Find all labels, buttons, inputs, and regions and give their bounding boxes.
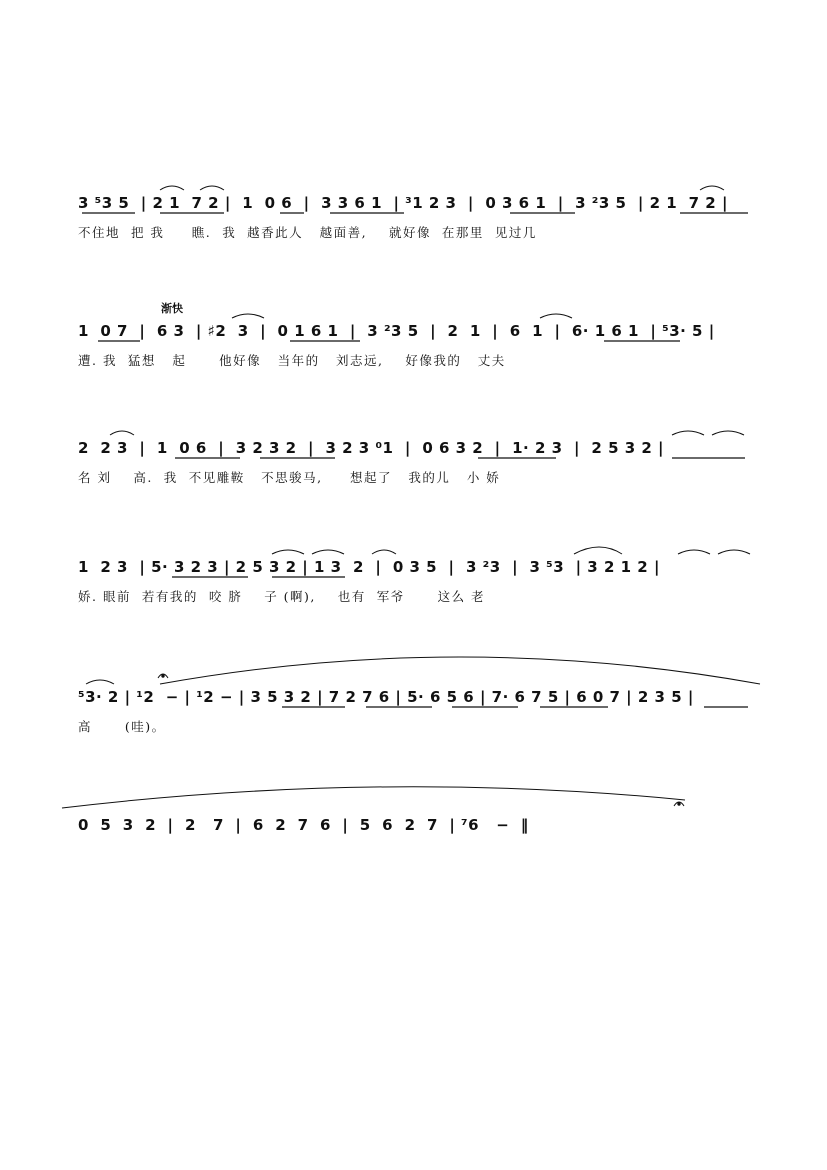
lyric-line: 名 刘 高. 我 不见雕鞍 不思骏马, 想起了 我的儿 小 娇 [78,470,501,485]
slur-marks [62,186,760,808]
tempo-marking: 渐快 [161,302,183,315]
lyric-line: 不住地 把 我 瞧. 我 越香此人 越面善, 就好像 在那里 见过几 [78,225,537,240]
notation-line: 1 2 3 | 5· 3 2 3 | 2 5 3 2 | 1 3 2 | 0 3 5 | 3 ²3 | 3 ⁵3 | 3 2 1 2 | [78,558,660,576]
lyric-line: 高 (哇)。 [78,719,166,734]
fermata-icon [158,674,684,806]
notation-line: 0 5 3 2 | 2 7 | 6 2 7 6 | 5 6 2 7 | ⁷6 − ‖ [78,816,529,834]
lyric-line: 娇. 眼前 若有我的 咬 脐 子 (啊), 也有 军爷 这么 老 [78,589,486,604]
notation-line: 2 2 3 | 1 0 6 | 3 2 3 2 | 3 2 3 ⁰1 | 0 6 3 2 | 1· 2 3 | 2 5 3 2 | [78,439,665,457]
notation-line: ⁵3· 2 | ¹2 − | ¹2 − | 3 5 3 2 | 7 2 7 6 | 5· 6 5 6 | 7· 6 7 5 | 6 0 7 | 2 3 5 | [78,688,694,706]
lyric-line: 遭. 我 猛想 起 他好像 当年的 刘志远, 好像我的 丈夫 [78,353,506,368]
notation-line: 3 ⁵3 5 | 2 1 7 2 | 1 0 6 | 3 3 6 1 | ³1 2 3 | 0 3 6 1 | 3 ²3 5 | 2 1 7 2 | [78,194,728,212]
underline-marks [82,213,748,707]
notation-line: 1 0 7 | 6 3 | ♯2 3 | 0 1 6 1 | 3 ²3 5 | 2 1 | 6 1 | 6· 1 6 1 | ⁵3· 5 | [78,322,715,340]
